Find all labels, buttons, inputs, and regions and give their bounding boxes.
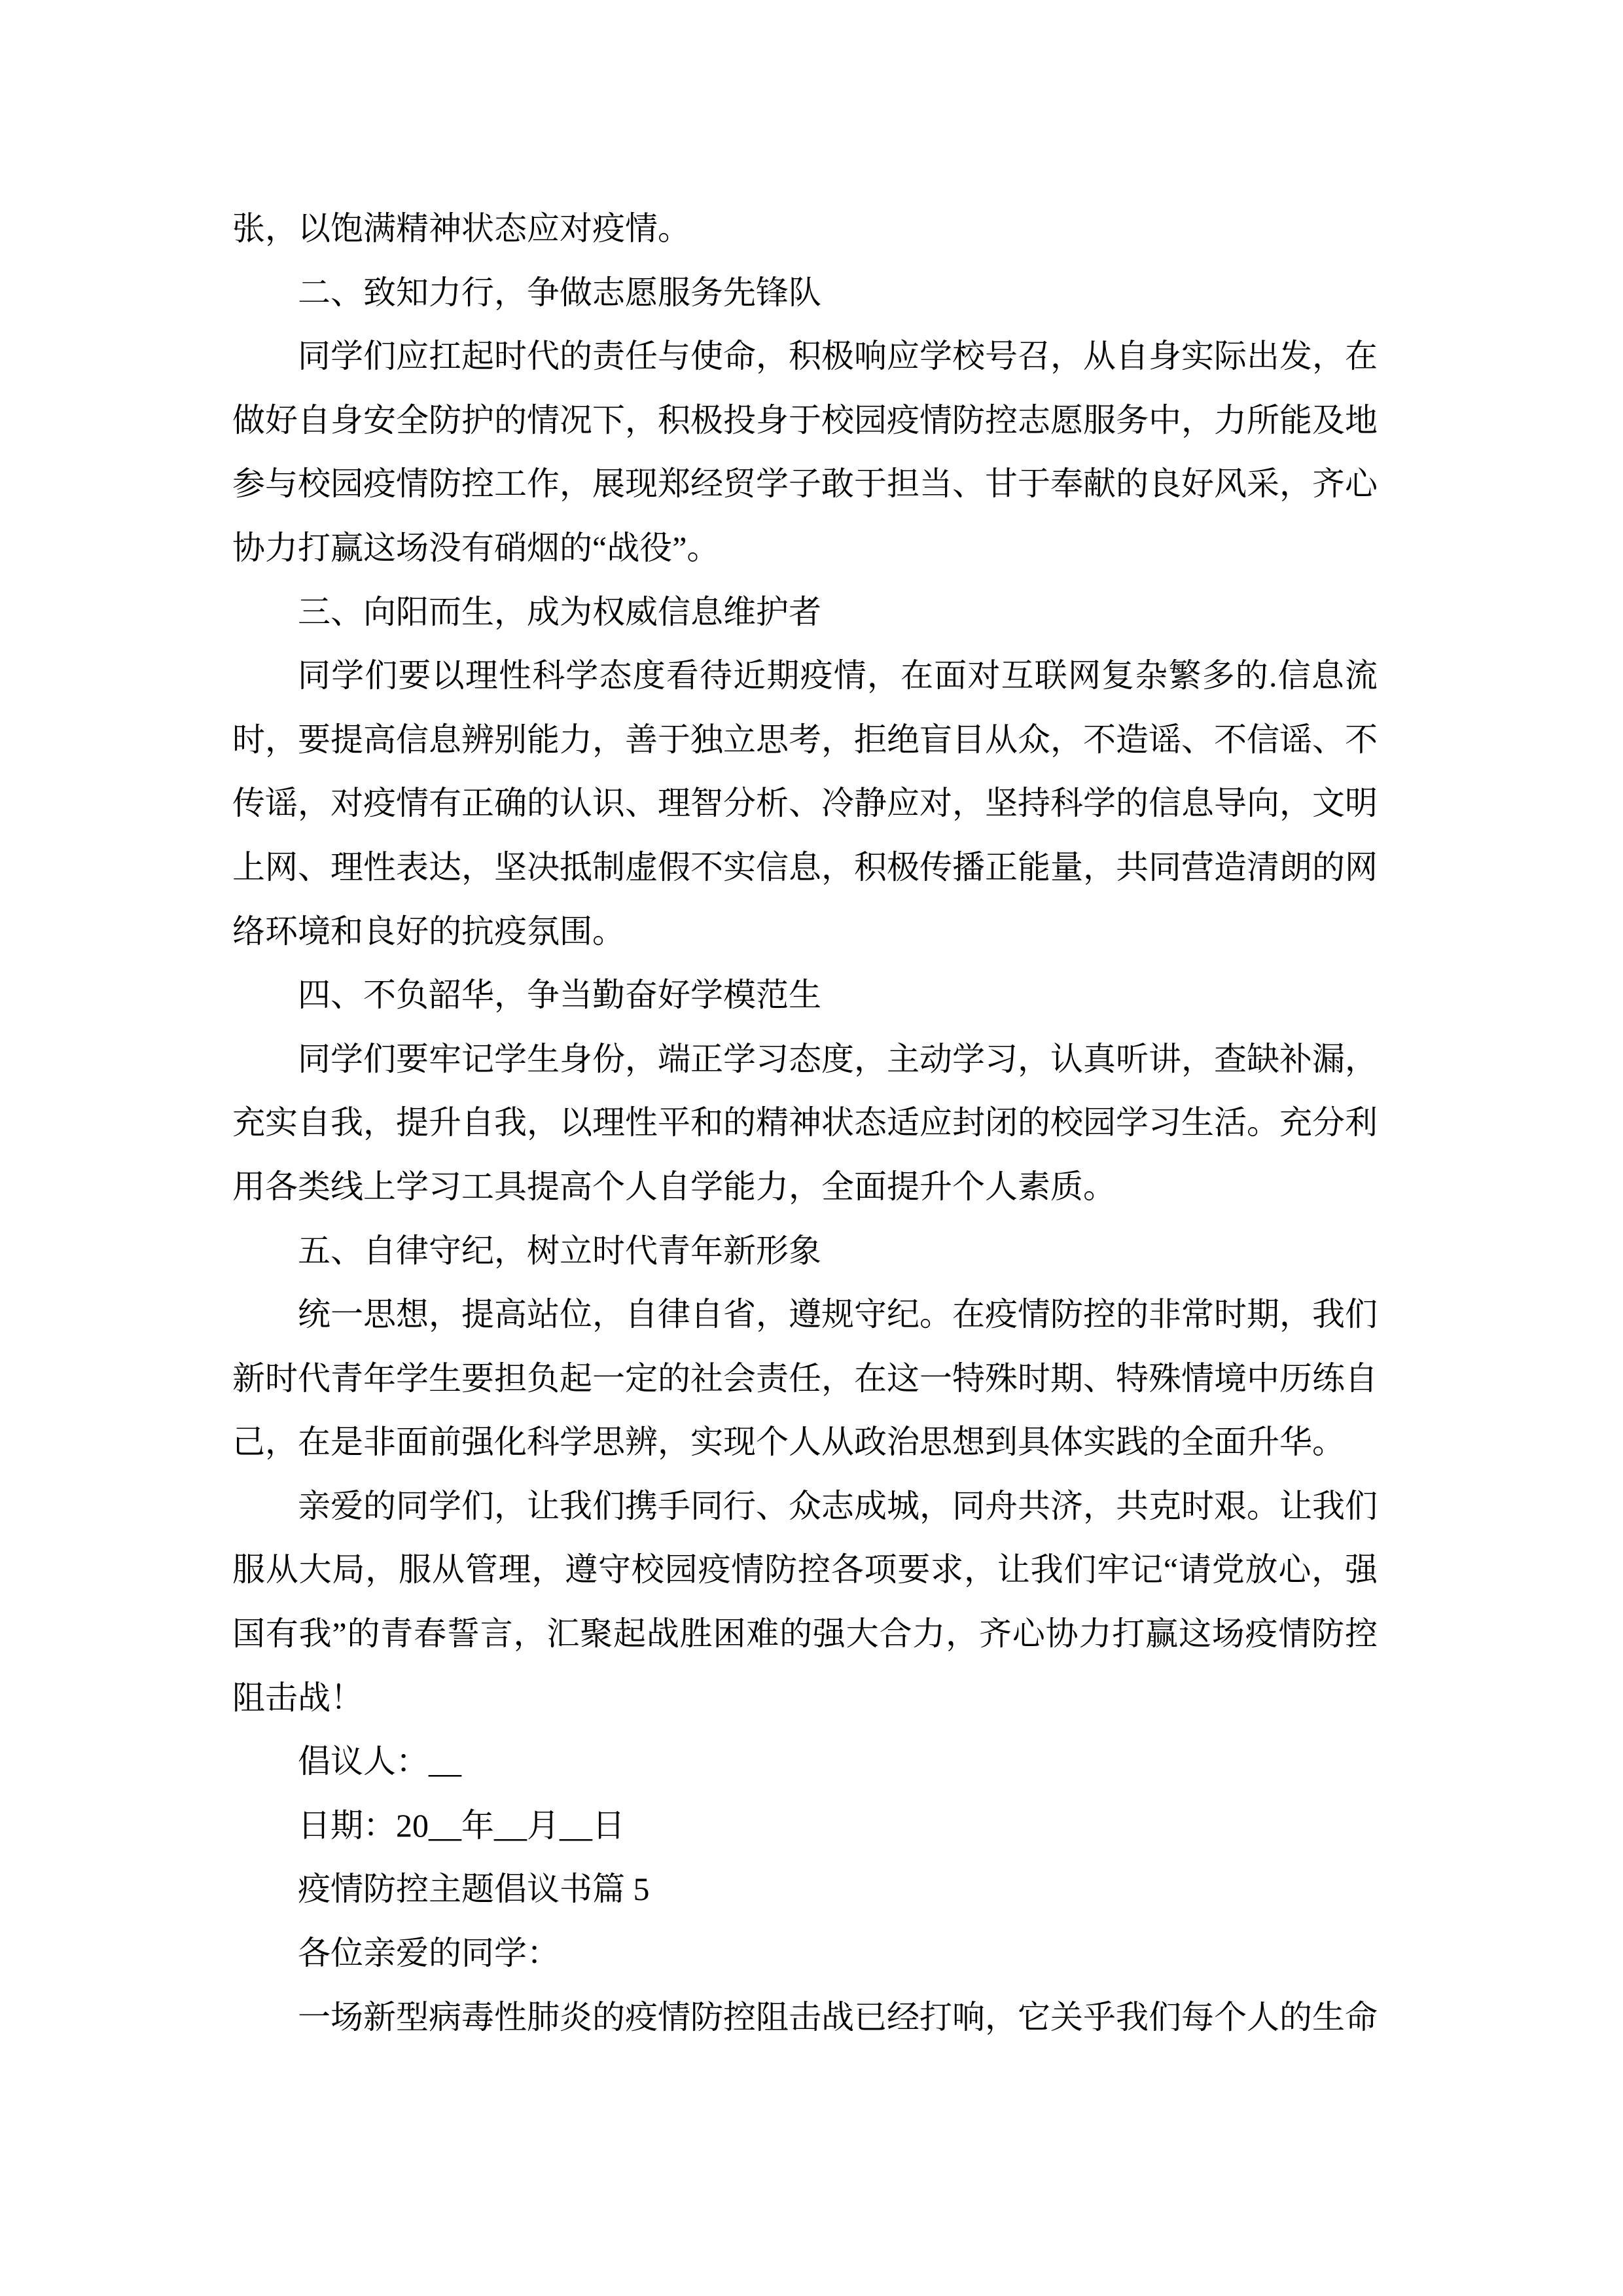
text-line: 参与校园疫情防控工作，展现郑经贸学子敢于担当、甘于奉献的良好风采，齐心 [232, 465, 1378, 503]
page-content [232, 197, 1378, 2049]
text-line: 上网、理性表达，坚决抵制虚假不实信息，积极传播正能量，共同营造清朗的网 [232, 848, 1378, 886]
text-line: 一场新型病毒性肺炎的疫情防控阻击战已经打响，它关乎我们每个人的生命 [298, 1998, 1378, 2036]
section-heading: 四、不负韶华，争当勤奋好学模范生 [298, 977, 821, 1014]
text-line: 做好自身安全防护的情况下，积极投身于校园疫情防控志愿服务中，力所能及地 [232, 401, 1378, 439]
text-line: 同学们要以理性科学态度看待近期疫情，在面对互联网复杂繁多的.信息流 [298, 657, 1378, 694]
text-line: 传谣，对疫情有正确的认识、理智分析、冷静应对，坚持科学的信息导向，文明 [232, 785, 1378, 822]
text-line: 服从大局，服从管理，遵守校园疫情防控各项要求，让我们牢记“请党放心，强 [232, 1551, 1378, 1588]
text-line: 张，以饱满精神状态应对疫情。 [232, 210, 690, 247]
section-title: 疫情防控主题倡议书篇 5 [298, 1871, 650, 1908]
section-heading: 二、致知力行，争做志愿服务先锋队 [298, 274, 821, 311]
text-line: 用各类线上学习工具提高个人自学能力，全面提升个人素质。 [232, 1168, 1116, 1205]
signature-line: 倡议人：__ [298, 1743, 461, 1780]
section-heading: 五、自律守纪，树立时代青年新形象 [298, 1232, 821, 1269]
date-line: 日期：20__年__月__日 [298, 1806, 625, 1844]
section-heading: 三、向阳而生，成为权威信息维护者 [298, 593, 821, 630]
text-line: 国有我”的青春誓言，汇聚起战胜困难的强大合力，齐心协力打赢这场疫情防控 [232, 1615, 1378, 1653]
text-line: 新时代青年学生要担负起一定的社会责任，在这一特殊时期、特殊情境中历练自 [232, 1359, 1378, 1397]
text-line: 协力打赢这场没有硝烟的“战役”。 [232, 529, 720, 566]
text-line: 同学们要牢记学生身份，端正学习态度，主动学习，认真听讲，查缺补漏， [298, 1040, 1378, 1077]
salutation-line: 各位亲爱的同学： [298, 1935, 560, 1972]
text-line: 同学们应扛起时代的责任与使命，积极响应学校号召，从自身实际出发，在 [298, 338, 1378, 375]
text-line: 时，要提高信息辨别能力，善于独立思考，拒绝盲目从众，不造谣、不信谣、不 [232, 721, 1378, 758]
text-line: 统一思想，提高站位，自律自省，遵规守纪。在疫情防控的非常时期，我们 [298, 1296, 1378, 1333]
text-line: 络环境和良好的抗疫氛围。 [232, 912, 625, 950]
text-line: 己，在是非面前强化科学思辨，实现个人从政治思想到具体实践的全面升华。 [232, 1424, 1345, 1461]
text-line: 阻击战！ [232, 1679, 363, 1716]
text-line: 充实自我，提升自我，以理性平和的精神状态适应封闭的校园学习生活。充分利 [232, 1104, 1378, 1141]
text-line: 亲爱的同学们，让我们携手同行、众志成城，同舟共济，共克时艰。让我们 [298, 1487, 1378, 1524]
